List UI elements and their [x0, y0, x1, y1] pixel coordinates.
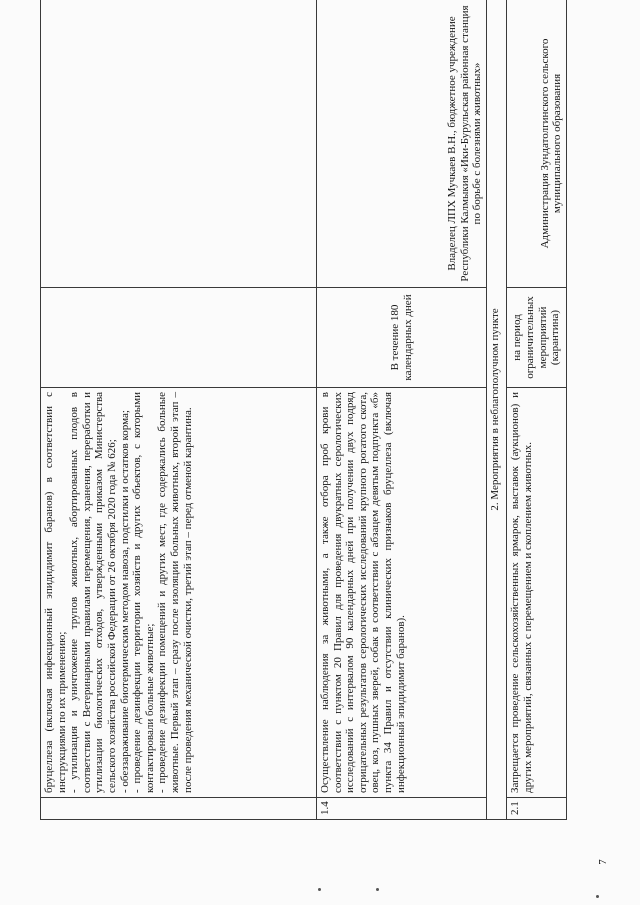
responsible-cell: Администрация Зундатолгинского сельского муниципального образования: [507, 0, 567, 288]
scan-speck: [318, 888, 321, 891]
measure-paragraph: Запрещается проведение сельскохозяйственных ярмарок, выставок (аукционов) и других мероприятий, связанных с перемещением и скоплением животных.: [509, 392, 534, 793]
measure-paragraph: Осуществление наблюдения за животными, а также отбора проб крови в соответствии с пунктом 20 Правил для проведения двукратных серологических исследований с интервалом 90 календарных дней при получении двух подряд отрицательных результатов серологических исследований крупного рогатого скота, овец, коз, пушных зверей, собак в соответствии с абзацем девятым подпункта «б» пункта 34 Правил и отсутствии клинических признаков бруцеллеза (включая инфекционный эпидидимит баранов).: [319, 392, 407, 793]
measures-table: [40, 0, 567, 820]
responsible-cell: [41, 0, 317, 288]
measure-paragraph: - проведение дезинфекции территории хозяйств и других объектов, с которыми контактировали больные животные;: [131, 392, 156, 793]
measure-text: [507, 388, 567, 798]
scan-speck: [596, 895, 599, 898]
section-header-row: [487, 0, 507, 820]
measure-paragraph: бруцеллеза (включая инфекционный эпидидимит баранов) в соответствии с инструкциями по их применению;: [43, 392, 68, 793]
measure-text: [41, 388, 317, 798]
table-row: [317, 0, 487, 820]
section-title: 2. Мероприятия в неблагополучном пункте: [487, 0, 507, 820]
responsible-cell: Владелец ЛПХ Мучкаев В.Н., бюджетное учреждение Республики Калмыкия «Ики-Бурульская районная станция по борьбе с болезнями животных»: [317, 0, 487, 288]
period-cell: В течение 180 календарных дней: [317, 288, 487, 388]
measure-paragraph: - обеззараживание биотермическим методом навоза, подстилки и остатков корма;: [118, 410, 131, 793]
measure-paragraph: - проведение дезинфекции помещений и других мест, где содержались больные животные. Первый этап – сразу после изоляции больных животных, второй этап – после проведения механической очистки, третий этап – перед отменой карантина.: [156, 392, 194, 793]
scan-speck: [376, 888, 379, 891]
period-cell: на период ограничительных мероприятий (карантина): [507, 288, 567, 388]
row-number: 2.1: [507, 798, 567, 820]
row-number: 1.4: [317, 798, 487, 820]
measure-paragraph: - утилизация и уничтожение трупов животных, абортированных плодов в соответствии с Ветеринарными правилами перемещения, хранения, переработки и утилизации биологических отходов, утвержденными приказом Министерства сельского хозяйства российской Федерации от 26 октября 2020 года № 626;: [68, 392, 118, 793]
rotated-table-wrapper: [40, 0, 600, 820]
measure-text: [317, 388, 487, 798]
row-number: [41, 798, 317, 820]
period-cell: [41, 288, 317, 388]
page-number: 7: [596, 859, 609, 865]
table-row: [507, 0, 567, 820]
table-row: [41, 0, 317, 820]
